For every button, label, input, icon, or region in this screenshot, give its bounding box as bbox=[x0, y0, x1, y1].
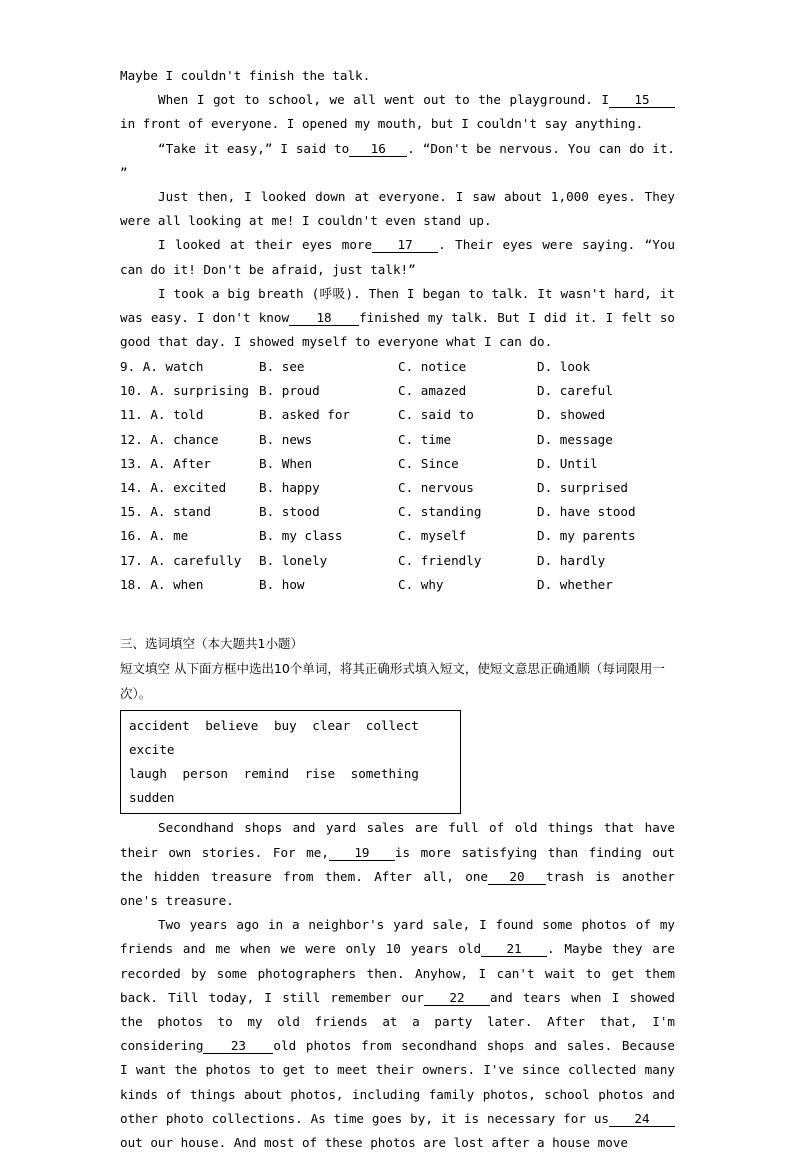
word-bank-word: laugh bbox=[129, 766, 167, 782]
option-b: B. When bbox=[259, 455, 313, 471]
word-bank-box bbox=[120, 710, 461, 814]
passage1-paragraph-6 bbox=[120, 282, 675, 355]
blank-24: 24 bbox=[609, 1112, 675, 1127]
option-b: B. my class bbox=[259, 528, 343, 544]
section-title: 三、选词填空（本大题共1小题） bbox=[120, 636, 303, 652]
text-span: Two years ago in a neighbor's yard sale, I found some photos of my friends and me when we were only 10 years old bbox=[120, 917, 675, 957]
options-table bbox=[120, 354, 675, 596]
option-b: B. happy bbox=[259, 479, 320, 495]
passage2-paragraph-1 bbox=[120, 816, 675, 913]
text-span: I took a big breath (呼吸). Then I began to talk. It wasn't hard, it was easy. I don't know bbox=[120, 285, 675, 326]
option-a: 18. A. when bbox=[120, 576, 204, 592]
option-c: C. time bbox=[398, 431, 452, 447]
word-bank-word: excite bbox=[129, 742, 175, 758]
word-bank-word: buy bbox=[273, 718, 297, 734]
blank-23: 23 bbox=[203, 1039, 273, 1054]
option-d: D. message bbox=[537, 431, 613, 447]
option-b: B. see bbox=[259, 359, 305, 375]
option-d: D. hardly bbox=[537, 552, 606, 568]
blank-15: 15 bbox=[609, 93, 675, 108]
option-row bbox=[120, 524, 675, 548]
text-span: trash is another one's treasure. bbox=[120, 868, 675, 908]
option-row bbox=[120, 354, 675, 378]
option-a: 14. A. excited bbox=[120, 479, 227, 495]
word-bank-word: believe bbox=[205, 718, 259, 734]
option-c: C. said to bbox=[398, 407, 474, 423]
option-a: 10. A. surprising bbox=[120, 383, 249, 399]
option-c: C. why bbox=[398, 576, 444, 592]
passage1-paragraph-3 bbox=[120, 137, 675, 185]
option-a: 17. A. carefully bbox=[120, 552, 242, 568]
text-span: . Their eyes were saying. “You can do it! Don't be afraid, just talk!” bbox=[120, 237, 675, 277]
passage1-paragraph-5 bbox=[120, 233, 675, 281]
option-b: B. proud bbox=[259, 383, 320, 399]
option-a: 11. A. told bbox=[120, 407, 204, 423]
option-d: D. look bbox=[537, 359, 591, 375]
text-span: old photos from secondhand shops and sales. Because I want the photos to get to meet their owners. I've since collected many kinds of things about photos, including family photos, school photos and other photo collections. As time goes by, it is necessary for us bbox=[120, 1038, 675, 1126]
word-bank-word: clear bbox=[312, 718, 351, 734]
option-d: D. surprised bbox=[537, 479, 628, 495]
word-bank-word: something bbox=[350, 766, 419, 782]
option-row bbox=[120, 379, 675, 403]
text-span: Secondhand shops and yard sales are full of old things that have their own stories. For me, bbox=[120, 820, 675, 860]
option-d: D. showed bbox=[537, 407, 606, 423]
option-row bbox=[120, 403, 675, 427]
option-row bbox=[120, 451, 675, 475]
word-bank-word: rise bbox=[304, 766, 336, 782]
text-span: I looked at their eyes more bbox=[158, 237, 373, 253]
option-row bbox=[120, 572, 675, 596]
option-d: D. have stood bbox=[537, 504, 636, 520]
text-span: “Take it easy,” I said to bbox=[158, 140, 350, 156]
text-span: out our house. And most of these photos are lost after a house move bbox=[120, 1134, 628, 1150]
option-c: C. standing bbox=[398, 504, 482, 520]
option-c: C. friendly bbox=[398, 552, 482, 568]
option-b: B. asked for bbox=[259, 407, 350, 423]
word-bank-row-2 bbox=[129, 762, 460, 810]
option-c: C. amazed bbox=[398, 383, 467, 399]
blank-19: 19 bbox=[329, 846, 395, 861]
text-span: . “Don't be nervous. You can do it. ” bbox=[120, 140, 675, 180]
blank-17: 17 bbox=[372, 238, 438, 253]
passage1-paragraph-2 bbox=[120, 88, 675, 136]
text-span: in front of everyone. I opened my mouth, but I couldn't say anything. bbox=[120, 116, 644, 132]
passage2-paragraph-2 bbox=[120, 913, 675, 1155]
option-row bbox=[120, 548, 675, 572]
option-row bbox=[120, 500, 675, 524]
option-a: 9. A. watch bbox=[120, 359, 204, 375]
option-d: D. careful bbox=[537, 383, 613, 399]
text-span: When I got to school, we all went out to the playground. I bbox=[158, 92, 609, 108]
word-bank-word: sudden bbox=[129, 790, 175, 806]
text-span: . Maybe they are recorded by some photographers then. Anyhow, I can't wait to get them back. Till today, I still remember our bbox=[120, 941, 675, 1005]
option-d: D. my parents bbox=[537, 528, 636, 544]
document-page bbox=[120, 64, 675, 1155]
option-a: 12. A. chance bbox=[120, 431, 219, 447]
word-bank-row-1 bbox=[129, 714, 460, 762]
word-bank-word: accident bbox=[129, 718, 190, 734]
text-span: finished my talk. But I did it. I felt so good that day. I showed myself to everyone what I can do. bbox=[120, 310, 675, 350]
blank-21: 21 bbox=[481, 942, 547, 957]
blank-22: 22 bbox=[424, 991, 490, 1006]
option-b: B. lonely bbox=[259, 552, 328, 568]
option-c: C. myself bbox=[398, 528, 467, 544]
word-bank-word: collect bbox=[365, 718, 419, 734]
passage1-paragraph-1: Maybe I couldn't finish the talk. bbox=[120, 68, 371, 83]
passage1-paragraph-4: Just then, I looked down at everyone. I saw about 1,000 eyes. They were all looking at me! I couldn't even stand up. bbox=[120, 189, 675, 229]
text-span: is more satisfying than finding out the hidden treasure from them. After all, one bbox=[120, 844, 675, 884]
word-bank-word: person bbox=[182, 766, 229, 782]
option-a: 16. A. me bbox=[120, 528, 189, 544]
option-c: C. Since bbox=[398, 455, 459, 471]
option-b: B. stood bbox=[259, 504, 320, 520]
word-bank-word: remind bbox=[243, 766, 290, 782]
option-b: B. news bbox=[259, 431, 313, 447]
option-d: D. whether bbox=[537, 576, 613, 592]
blank-20: 20 bbox=[488, 870, 546, 885]
option-a: 13. A. After bbox=[120, 455, 211, 471]
text-span: and tears when I showed the photos to my old friends at a party later. After that, I'm considering bbox=[120, 989, 675, 1054]
option-a: 15. A. stand bbox=[120, 504, 211, 520]
option-c: C. notice bbox=[398, 359, 467, 375]
option-b: B. how bbox=[259, 576, 305, 592]
option-d: D. Until bbox=[537, 455, 598, 471]
blank-18: 18 bbox=[289, 311, 359, 326]
option-row bbox=[120, 475, 675, 499]
option-c: C. nervous bbox=[398, 479, 474, 495]
option-row bbox=[120, 427, 675, 451]
blank-16: 16 bbox=[349, 142, 407, 157]
section-instructions: 短文填空 从下面方框中选出10个单词，将其正确形式填入短文，使短文意思正确通顺（每词限用一次）。 bbox=[120, 661, 665, 702]
